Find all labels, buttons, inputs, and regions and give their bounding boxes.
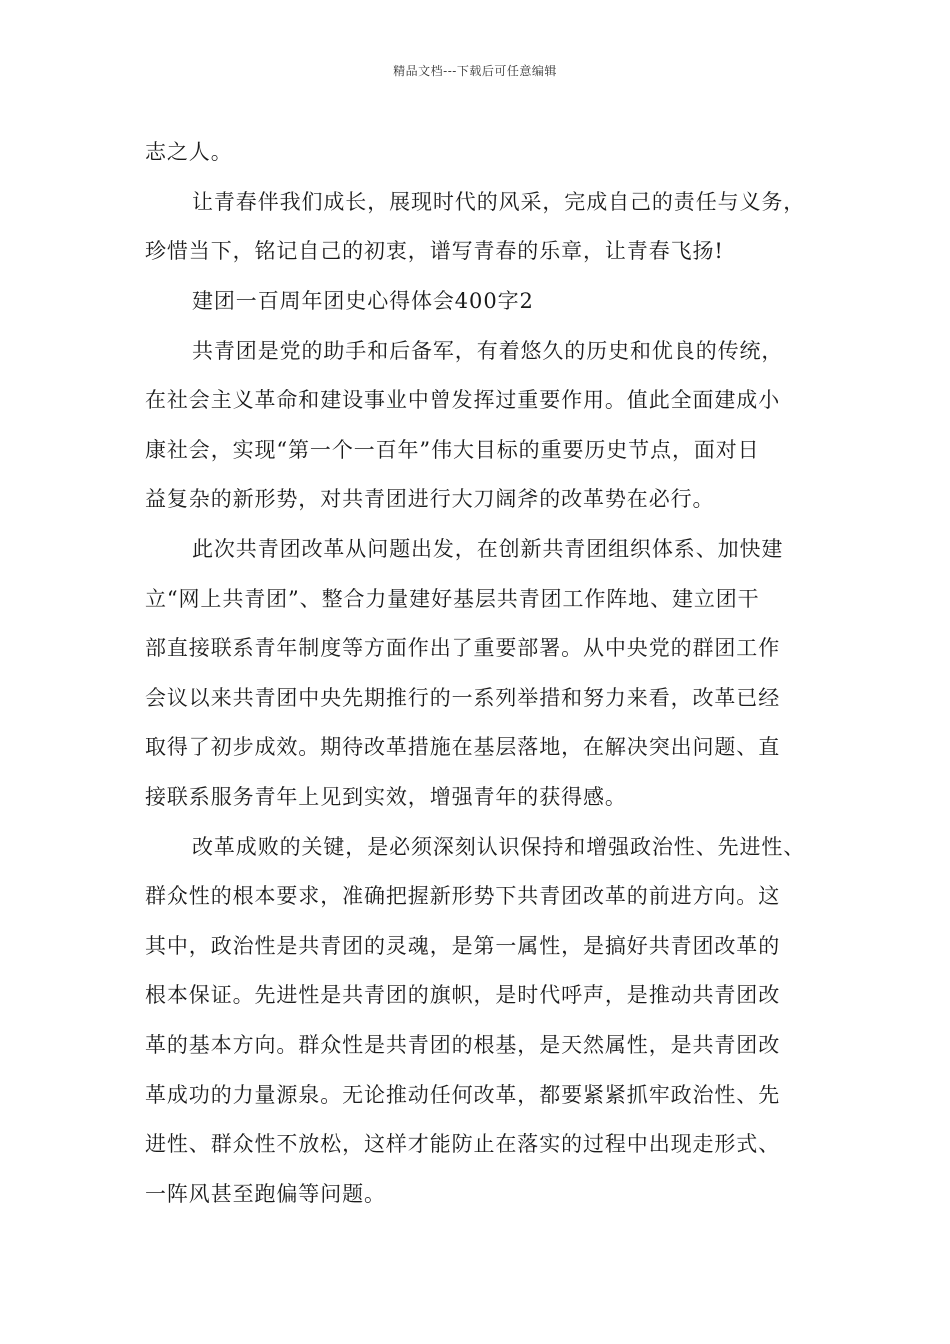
text-line: 在社会主义革命和建设事业中曾发挥过重要作用。值此全面建成小 <box>145 388 781 412</box>
text-line: 立“网上共青团”、整合力量建好基层共青团工作阵地、建立团干 <box>145 587 760 611</box>
text-line: 志之人。 <box>145 140 233 164</box>
text-line: 益复杂的新形势，对共青团进行大刀阔斧的改革势在必行。 <box>145 487 715 511</box>
text-line: 接联系服务青年上见到实效，增强青年的获得感。 <box>145 785 627 809</box>
text-line: 共青团是党的助手和后备军，有着悠久的历史和优良的传统， <box>192 339 784 363</box>
page-header: 精品文档---下载后可任意编辑 <box>393 64 557 78</box>
text-line: 进性、群众性不放松，这样才能防止在落实的过程中出现走形式、 <box>145 1132 781 1156</box>
text-line: 改革成败的关键，是必须深刻认识保持和增强政治性、先进性、 <box>192 835 806 859</box>
text-line: 部直接联系青年制度等方面作出了重要部署。从中央党的群团工作 <box>145 636 781 660</box>
text-line: 革成功的力量源泉。无论推动任何改革，都要紧紧抓牢政治性、先 <box>145 1083 781 1107</box>
text-line: 珍惜当下，铭记自己的初衷，谱写青春的乐章，让青春飞扬! <box>145 239 724 263</box>
text-line: 一阵风甚至跑偏等问题。 <box>145 1182 386 1206</box>
section-heading: 建团一百周年团史心得体会400字2 <box>192 289 534 313</box>
text-line: 根本保证。先进性是共青团的旗帜，是时代呼声，是推动共青团改 <box>145 983 781 1007</box>
text-line: 此次共青团改革从问题出发，在创新共青团组织体系、加快建 <box>192 537 784 561</box>
text-line: 会议以来共青团中央先期推行的一系列举措和努力来看，改革已经 <box>145 686 781 710</box>
text-line: 取得了初步成效。期待改革措施在基层落地，在解决突出问题、直 <box>145 735 781 759</box>
text-line: 康社会，实现“第一个一百年”伟大目标的重要历史节点，面对日 <box>145 438 760 462</box>
text-line: 让青春伴我们成长，展现时代的风采，完成自己的责任与义务， <box>192 190 806 214</box>
text-line: 群众性的根本要求，准确把握新形势下共青团改革的前进方向。这 <box>145 884 781 908</box>
text-line: 革的基本方向。群众性是共青团的根基，是天然属性，是共青团改 <box>145 1033 781 1057</box>
text-line: 其中，政治性是共青团的灵魂，是第一属性，是搞好共青团改革的 <box>145 934 781 958</box>
